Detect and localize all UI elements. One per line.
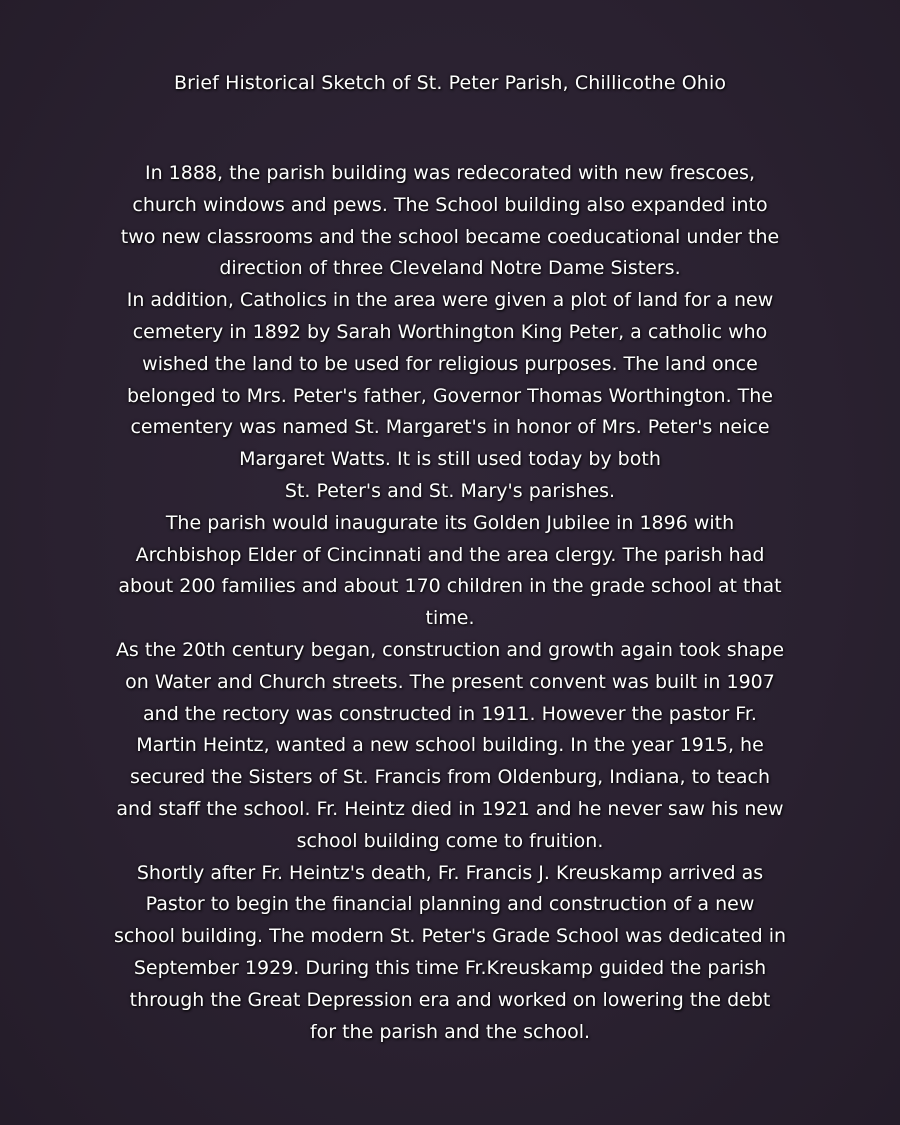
text-line: Shortly after Fr. Heintz's death, Fr. Francis J. Kreuskamp arrived as [136, 861, 764, 884]
text-line: The parish would inaugurate its Golden Jubilee in 1896 with [165, 511, 735, 534]
text-line: Margaret Watts. It is still used today by both [239, 448, 661, 471]
text-line: Archbishop Elder of Cincinnati and the area clergy. The parish had [135, 543, 765, 566]
text-line: direction of three Cleveland Notre Dame Sisters. [219, 257, 681, 280]
text-line: cementery was named St. Margaret's in honor of Mrs. Peter's neice [130, 416, 770, 439]
text-line: on Water and Church streets. The present convent was built in 1907 [125, 670, 775, 693]
text-line: and staff the school. Fr. Heintz died in 1921 and he never saw his new [116, 797, 784, 820]
text-line: for the parish and the school. [309, 1020, 591, 1043]
text-line: Pastor to begin the financial planning and construction of a new [145, 893, 755, 916]
text-line: September 1929. During this time Fr.Kreuskamp guided the parish [133, 956, 767, 979]
text-line: two new classrooms and the school became coeducational under the [120, 225, 780, 248]
text-line: As the 20th century began, construction and growth again took shape [115, 638, 785, 661]
text-line: church windows and pews. The School building also expanded into [132, 193, 768, 216]
text-line: In addition, Catholics in the area were given a plot of land for a new [126, 289, 774, 312]
text-line: secured the Sisters of St. Francis from Oldenburg, Indiana, to teach [129, 766, 771, 789]
text-line: Martin Heintz, wanted a new school building. In the year 1915, he [136, 734, 764, 757]
text-line: cemetery in 1892 by Sarah Worthington King Peter, a catholic who [132, 320, 768, 343]
text-line: about 200 families and about 170 children in the grade school at that [118, 575, 782, 598]
text-line: and the rectory was constructed in 1911. However the pastor Fr. [143, 702, 757, 725]
text-line: belonged to Mrs. Peter's father, Governor Thomas Worthington. The [127, 384, 773, 407]
page-title: Brief Historical Sketch of St. Peter Parish, Chillicothe Ohio [173, 72, 727, 94]
text-line: In 1888, the parish building was redecorated with new frescoes, [144, 162, 755, 184]
text-line: school building. The modern St. Peter's Grade School was dedicated in [113, 925, 787, 948]
text-line: school building come to fruition. [296, 829, 604, 852]
text-line: St. Peter's and St. Mary's parishes. [284, 479, 616, 502]
text-line: time. [425, 607, 475, 630]
text-line: wished the land to be used for religious purposes. The land once [142, 352, 758, 375]
historical-text-body [90, 158, 810, 1048]
text-line: through the Great Depression era and worked on lowering the debt [129, 988, 771, 1011]
